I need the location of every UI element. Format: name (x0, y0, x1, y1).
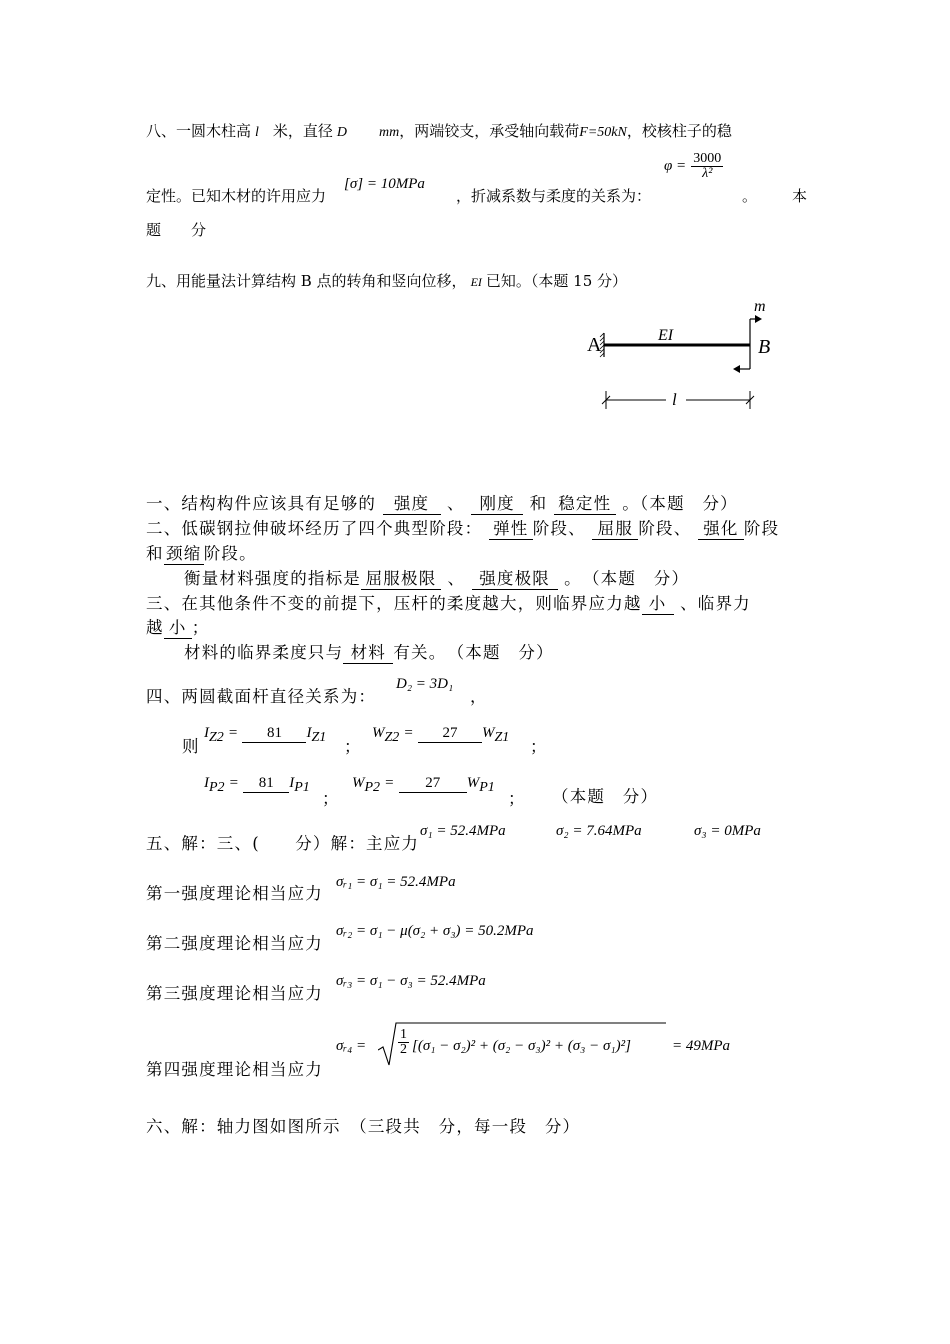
r1-formula: σᵣ₁ = σ₁ = 52.4MPa (336, 874, 456, 890)
answer-4-comma: ， (470, 687, 488, 706)
cantilever-diagram (580, 295, 790, 415)
answer-3-line1: 三、在其他条件不变的前提下，压杆的柔度越大，则临界应力越 小 、临界力 (146, 590, 751, 615)
answer-2-line3: 衡量材料强度的指标是 屈服极限 、 强度极限 。 （本题 分） (184, 565, 689, 590)
wp-relation: $W_{P2} = 27$ $W_{P1}$ (352, 775, 495, 796)
answer-3-line3: 材料的临界柔度只与 材料 有关。 （本题 分） (184, 639, 554, 664)
moment-arrowhead-bottom (733, 365, 740, 373)
answer-4-line1: 四、两圆截面杆直径关系为： (146, 687, 377, 706)
answer-4-ze: 则 (182, 737, 200, 756)
answer-2-line1: 二、低碳钢拉伸破坏经历了四个典型阶段： 弹性 阶段、 屈服 阶段、 强化 阶段 (146, 515, 779, 540)
ip-relation: $I_{P2} = 81$ $I_{P1}$ (204, 775, 310, 796)
principal-stress-1: σ₁ = 52.4MPa (420, 823, 506, 839)
moment-arrowhead-top (755, 315, 762, 323)
answer-1: 一、结构构件应该具有足够的 强度 、 刚度 和 稳定性 。（本题 分） (146, 490, 738, 515)
semicolon-4: ； (508, 789, 526, 808)
principal-stress-3: σ₃ = 0MPa (694, 823, 761, 839)
q8-score-a: 本 (792, 187, 808, 205)
semicolon-1: ； (344, 737, 362, 756)
r3-formula: σᵣ₃ = σ₁ − σ₃ = 52.4MPa (336, 973, 486, 989)
r2-formula: σᵣ₂ = σ₁ − μ(σ₂ + σ₃) = 50.2MPa (336, 923, 534, 939)
semicolon-2: ； (530, 737, 548, 756)
label-B: B (758, 336, 771, 358)
q8-line2-b: ，折减系数与柔度的关系为： (456, 187, 652, 205)
allowable-stress-formula: [σ] = 10MPa (344, 176, 425, 192)
label-m: m (754, 298, 766, 315)
iz-relation: $I_{Z2} = 81$ $I_{Z1}$ (204, 725, 327, 746)
q8-line3: 题 分 (146, 221, 207, 239)
r3-label: 第三强度理论相当应力 (146, 984, 323, 1003)
answer-6: 六、解：轴力图如图所示 （三段共 分，每一段 分） (146, 1117, 581, 1136)
semicolon-3: ； (322, 789, 340, 808)
r2-label: 第二强度理论相当应力 (146, 934, 323, 953)
label-EI: EI (658, 327, 674, 344)
q8-line2: 定性。已知木材的许用应力 (146, 187, 327, 205)
diameter-relation: D₂ = 3D₁ (396, 676, 454, 692)
answer-2-line2: 和 颈缩 阶段。 (146, 540, 257, 565)
q8-period: 。 (742, 187, 758, 205)
phi-formula: φ = $\frac{3000}{\text{λ²}}$ (664, 151, 722, 181)
wz-relation: $W_{Z2} = 27$ $W_{Z1}$ (372, 725, 510, 746)
q8-line1: 八、一圆木柱高 l 米，直径 D mm，两端铰支，承受轴向载荷F=50kN，校核柱子的稳 (146, 122, 732, 140)
label-l: l (672, 390, 677, 409)
label-A: A (587, 334, 602, 356)
r1-label: 第一强度理论相当应力 (146, 884, 323, 903)
answer-5-line1: 五、解：三、( 分）解：主应力 (146, 834, 420, 853)
answer-3-line2: 越 小 ； (146, 614, 209, 639)
answer-4-score: （本题 分） (552, 787, 659, 806)
half-fraction: $\frac{1}{2}$ (400, 1027, 407, 1057)
principal-stress-2: σ₂ = 7.64MPa (556, 823, 642, 839)
r4-label: 第四强度理论相当应力 (146, 1060, 323, 1079)
q9-text: 九、用能量法计算结构 B 点的转角和竖向位移， EI 已知。（本题 15 分） (146, 272, 628, 290)
